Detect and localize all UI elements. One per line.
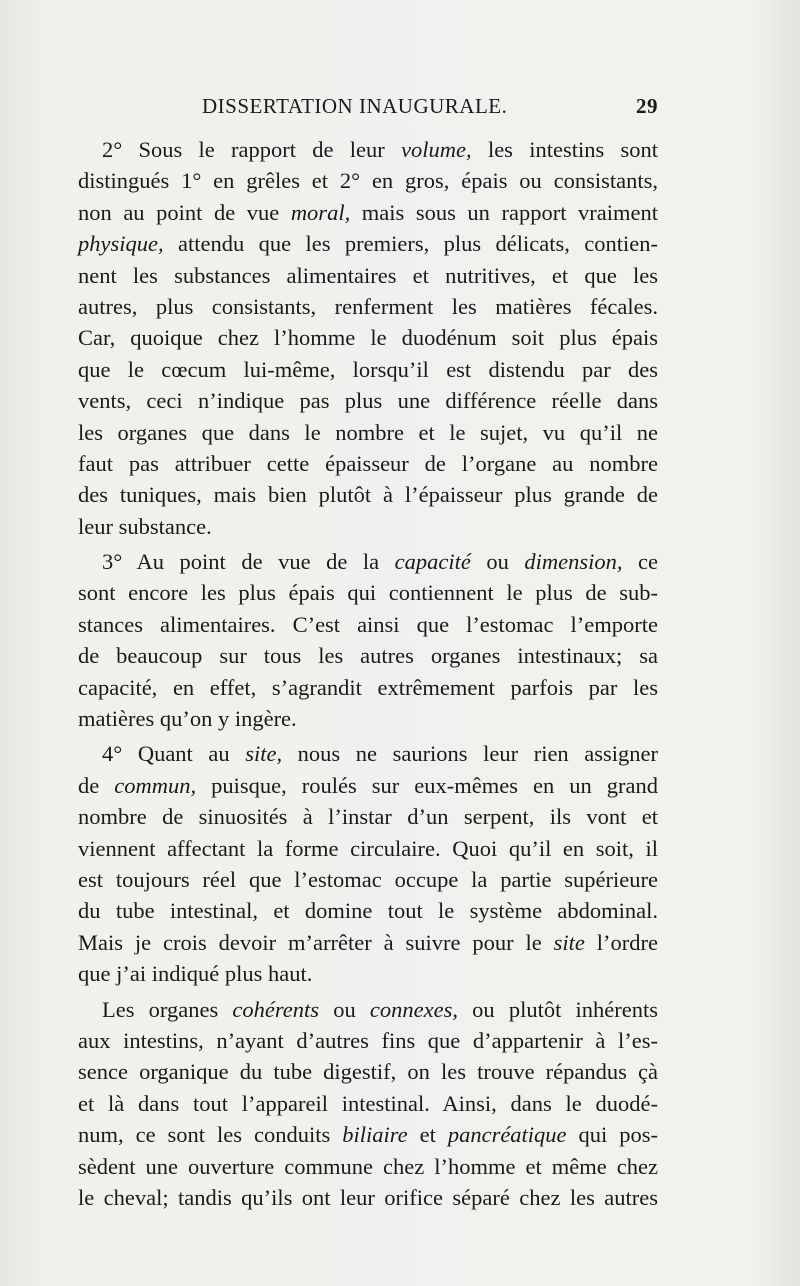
text-line: du tube intestinal, et domine tout le système abdominal. <box>78 898 658 924</box>
text-line: Les organes cohérents ou connexes, ou plutôt inhérents <box>102 996 658 1022</box>
text-line: capacité, en effet, s’agrandit extrêmement parfois par les <box>78 674 658 700</box>
text-line: non au point de vue moral, mais sous un rapport vraiment <box>78 199 658 225</box>
text-line: vents, ceci n’indique pas plus une différence réelle dans <box>78 388 658 414</box>
text-line: 4° Quant au site, nous ne saurions leur rien assigner <box>102 741 658 767</box>
text-line: de beaucoup sur tous les autres organes intestinaux; sa <box>78 643 658 669</box>
text-line: stances alimentaires. C’est ainsi que l’estomac l’emporte <box>78 611 658 637</box>
paragraph <box>78 546 658 734</box>
text-line: autres, plus consistants, renferment les matières fécales. <box>78 293 658 319</box>
text-line: sence organique du tube digestif, on les trouve répandus çà <box>78 1059 658 1085</box>
paragraph <box>78 994 658 1214</box>
text-line: est toujours réel que l’estomac occupe la partie supérieure <box>78 866 658 892</box>
page-header <box>78 92 658 126</box>
text-line: leur substance. <box>78 513 212 539</box>
text-line: 3° Au point de vue de la capacité ou dimension, ce <box>102 549 658 575</box>
text-line: viennent affectant la forme circulaire. Quoi qu’il en soit, il <box>78 835 658 861</box>
paragraph <box>78 738 658 989</box>
text-line: num, ce sont les conduits biliaire et pancréatique qui pos- <box>78 1122 658 1148</box>
text-line: faut pas attribuer cette épaisseur de l’organe au nombre <box>78 450 658 476</box>
text-line: physique, attendu que les premiers, plus délicats, contien- <box>78 231 658 257</box>
text-line: des tuniques, mais bien plutôt à l’épaisseur plus grande de <box>78 482 658 508</box>
page-number: 29 <box>636 94 658 118</box>
text-line: le cheval; tandis qu’ils ont leur orifice séparé chez les autres <box>78 1184 658 1210</box>
text-line: distingués 1° en grêles et 2° en gros, épais ou consistants, <box>78 168 658 194</box>
body-text <box>78 134 658 1213</box>
text-line: que j’ai indiqué plus haut. <box>78 961 313 987</box>
text-line: matières qu’on y ingère. <box>78 706 297 732</box>
text-line: nombre de sinuosités à l’instar d’un serpent, ils vont et <box>78 804 658 830</box>
text-line: sèdent une ouverture commune chez l’homme et même chez <box>78 1153 658 1179</box>
running-title: DISSERTATION INAUGURALE. <box>202 94 508 118</box>
text-line: Car, quoique chez l’homme le duodénum soit plus épais <box>78 325 658 351</box>
text-line: de commun, puisque, roulés sur eux-mêmes en un grand <box>78 772 659 798</box>
text-line: Mais je crois devoir m’arrêter à suivre pour le site l’ordre <box>78 929 659 955</box>
text-line: les organes que dans le nombre et le sujet, vu qu’il ne <box>78 419 658 445</box>
text-line: que le cœcum lui-même, lorsqu’il est distendu par des <box>78 356 658 382</box>
paragraph <box>78 134 658 542</box>
text-line: et là dans tout l’appareil intestinal. Ainsi, dans le duodé- <box>78 1090 658 1116</box>
text-line: sont encore les plus épais qui contiennent le plus de sub- <box>78 580 658 606</box>
text-line: aux intestins, n’ayant d’autres fins que d’appartenir à l’es- <box>78 1027 658 1053</box>
text-line: 2° Sous le rapport de leur volume, les intestins sont <box>102 137 658 162</box>
text-line: nent les substances alimentaires et nutritives, et que les <box>78 262 658 288</box>
